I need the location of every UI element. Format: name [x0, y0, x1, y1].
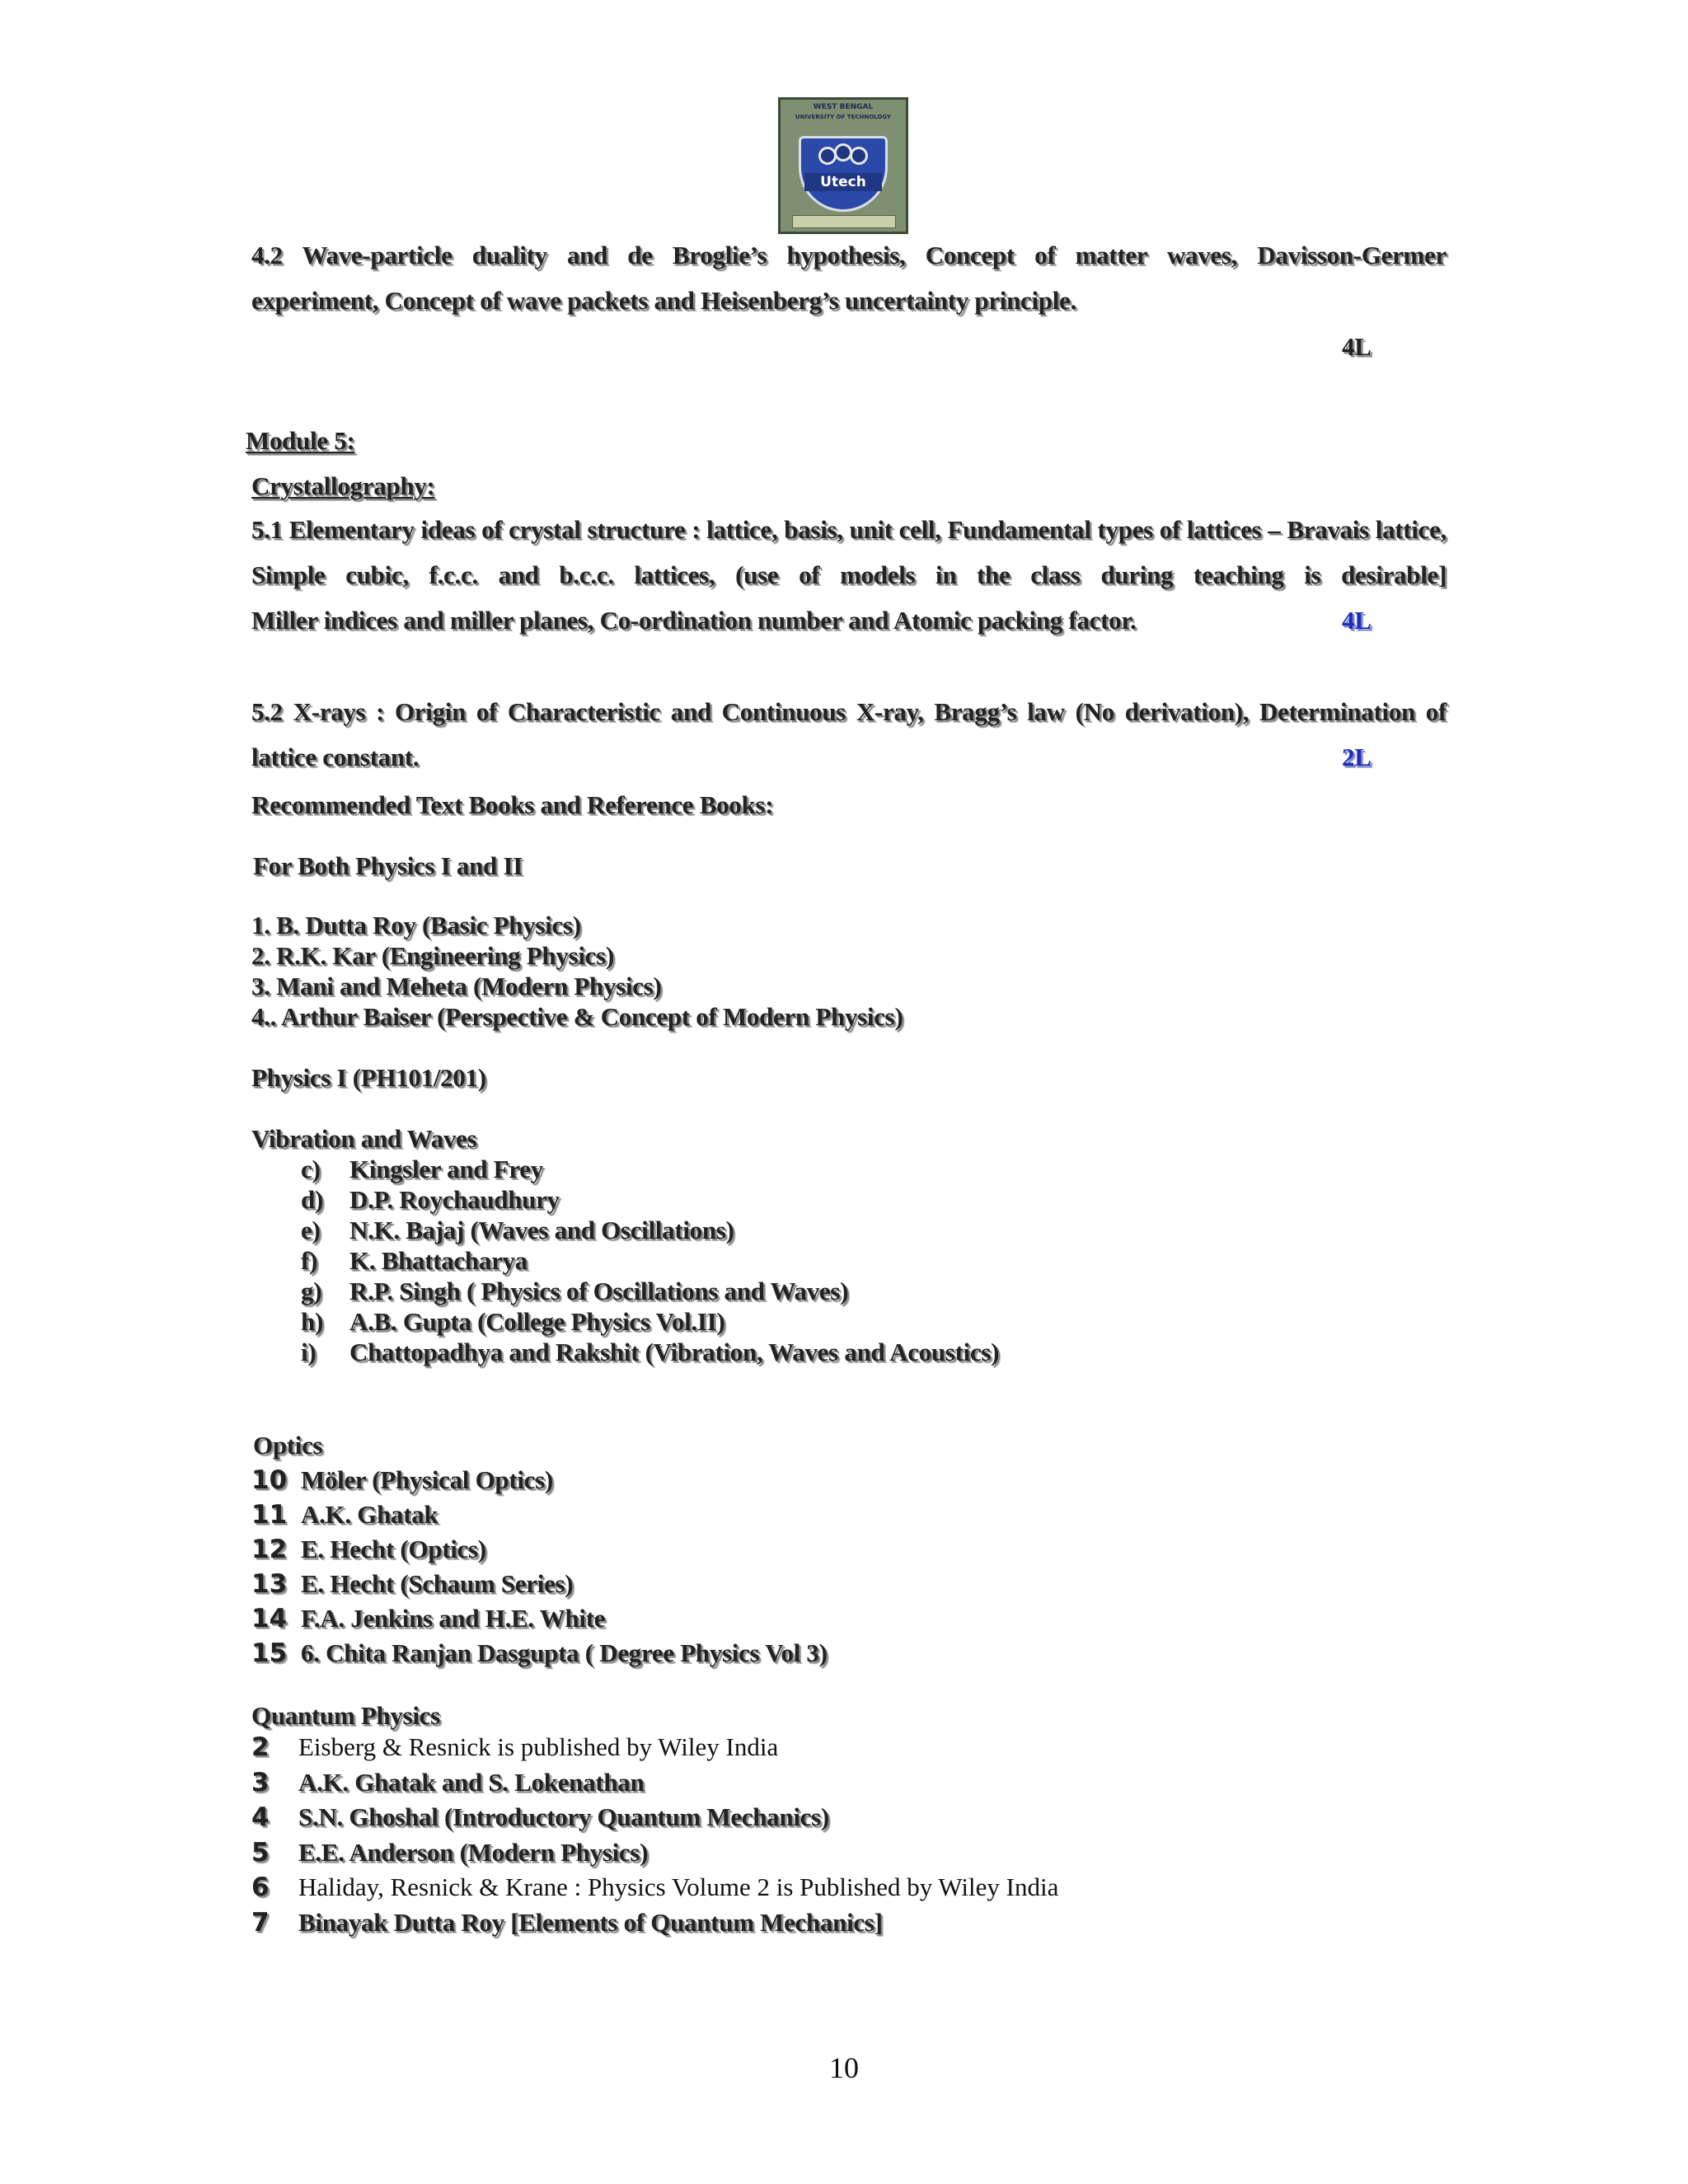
section-4-2-paragraph [251, 232, 1447, 323]
logo-band-text: Utech [804, 173, 882, 191]
list-item-text: N.K. Bajaj (Waves and Oscillations) [349, 1216, 734, 1244]
list-item-text: A.K. Ghatak and S. Lokenathan [298, 1767, 645, 1797]
list-item-text: 6. Chita Ranjan Dasgupta ( Degree Physics Vol 3) [301, 1638, 828, 1667]
logo-shield-icon [799, 136, 888, 212]
section-5-1-line-2: lattice, Simple cubic, f.c.c. and b.c.c. lattices, (use of models in the class during teaching is desirable] [251, 515, 1447, 589]
section-4-2-hours: 4L [1342, 332, 1372, 361]
list-marker: h) [301, 1307, 323, 1336]
list-marker: 14 [251, 1604, 288, 1633]
section-5-1-line-1: 5.1 Elementary ideas of crystal structure : lattice, basis, unit cell, Fundamental types of lattices – Bravais [251, 515, 1369, 544]
list-marker: 6 [251, 1872, 270, 1902]
list-marker: 7 [251, 1907, 270, 1938]
list-marker: 10 [251, 1465, 288, 1495]
logo-ribbon [792, 215, 896, 228]
vibration-heading: Vibration and Waves [251, 1124, 477, 1153]
list-item-text: S.N. Ghoshal (Introductory Quantum Mechanics) [298, 1802, 829, 1831]
both-list-item: 4.. Arthur Baiser (Perspective & Concept of Modern Physics) [251, 1002, 903, 1031]
books-heading: Recommended Text Books and Reference Books: [251, 790, 774, 819]
both-physics-heading: For Both Physics I and II [253, 851, 523, 880]
list-item-text: Chattopadhya and Rakshit (Vibration, Waves and Acoustics) [349, 1338, 1000, 1366]
logo-gears-icon [818, 143, 868, 166]
section-5-1-line-3: Miller indices and miller planes, Co-ordination number and Atomic packing factor. [251, 606, 1137, 635]
list-item-text: F.A. Jenkins and H.E. White [301, 1604, 606, 1633]
section-5-2-paragraph [251, 689, 1447, 780]
list-marker: 15 [251, 1638, 288, 1668]
list-item-text: D.P. Roychaudhury [349, 1185, 560, 1214]
list-marker: 5 [251, 1837, 270, 1868]
list-marker: 12 [251, 1535, 288, 1564]
list-marker: c) [301, 1155, 321, 1183]
list-item-text: A.B. Gupta (College Physics Vol.II) [349, 1307, 725, 1336]
module-subtitle: Crystallography: [251, 471, 435, 500]
page-number: 10 [829, 2051, 859, 2084]
section-5-2-hours: 2L [1342, 743, 1372, 771]
physics-1-heading: Physics I (PH101/201) [251, 1063, 486, 1092]
list-marker: d) [301, 1185, 323, 1214]
list-item-text: Haliday, Resnick & Krane : Physics Volume 2 is Published by Wiley India [298, 1872, 1059, 1901]
logo-text-sub: UNIVERSITY OF TECHNOLOGY [795, 114, 892, 120]
section-5-1-hours: 4L [1342, 606, 1372, 635]
both-list-item: 3. Mani and Meheta (Modern Physics) [251, 972, 662, 1001]
section-4-2-line-1: 4.2 Wave-particle duality and de Broglie’s hypothesis, Concept of matter waves, Davisson-Germer [251, 241, 1447, 269]
list-item-text: Eisberg & Resnick is published by Wiley India [298, 1732, 779, 1761]
list-marker: g) [301, 1277, 322, 1305]
section-4-2-line-2: experiment, Concept of wave packets and Heisenberg’s uncertainty principle. [251, 286, 1076, 315]
list-marker: 3 [251, 1767, 270, 1797]
quantum-heading: Quantum Physics [251, 1701, 440, 1730]
list-item-text: Kingsler and Frey [349, 1155, 543, 1183]
logo-text-top: WEST BENGAL [813, 103, 874, 111]
section-5-2-line-2: lattice constant. [251, 743, 420, 771]
optics-heading: Optics [253, 1431, 323, 1460]
both-list-item: 2. R.K. Kar (Engineering Physics) [251, 941, 614, 970]
list-marker: 2 [251, 1732, 270, 1762]
list-marker: f) [301, 1246, 318, 1275]
list-marker: 11 [251, 1500, 288, 1530]
university-logo [778, 97, 908, 234]
list-item-text: K. Bhattacharya [349, 1246, 528, 1275]
module-title: Module 5: [246, 426, 355, 455]
list-marker: e) [301, 1216, 321, 1244]
section-5-1-paragraph [251, 507, 1447, 643]
section-5-2-line-1: 5.2 X-rays : Origin of Characteristic and Continuous X-ray, Bragg’s law (No derivation), Determination of [251, 697, 1447, 726]
list-marker: 13 [251, 1569, 288, 1599]
list-item-text: R.P. Singh ( Physics of Oscillations and Waves) [349, 1277, 849, 1305]
list-item-text: A.K. Ghatak [301, 1500, 438, 1529]
list-item-text: Binayak Dutta Roy [Elements of Quantum Mechanics] [298, 1907, 883, 1937]
list-item-text: E.E. Anderson (Modern Physics) [298, 1837, 649, 1867]
list-marker: 4 [251, 1802, 270, 1832]
both-list-item: 1. B. Dutta Roy (Basic Physics) [251, 911, 581, 940]
list-item-text: E. Hecht (Optics) [301, 1535, 486, 1563]
list-item-text: E. Hecht (Schaum Series) [301, 1569, 574, 1598]
list-marker: i) [301, 1338, 316, 1366]
list-item-text: Möler (Physical Optics) [301, 1465, 553, 1494]
